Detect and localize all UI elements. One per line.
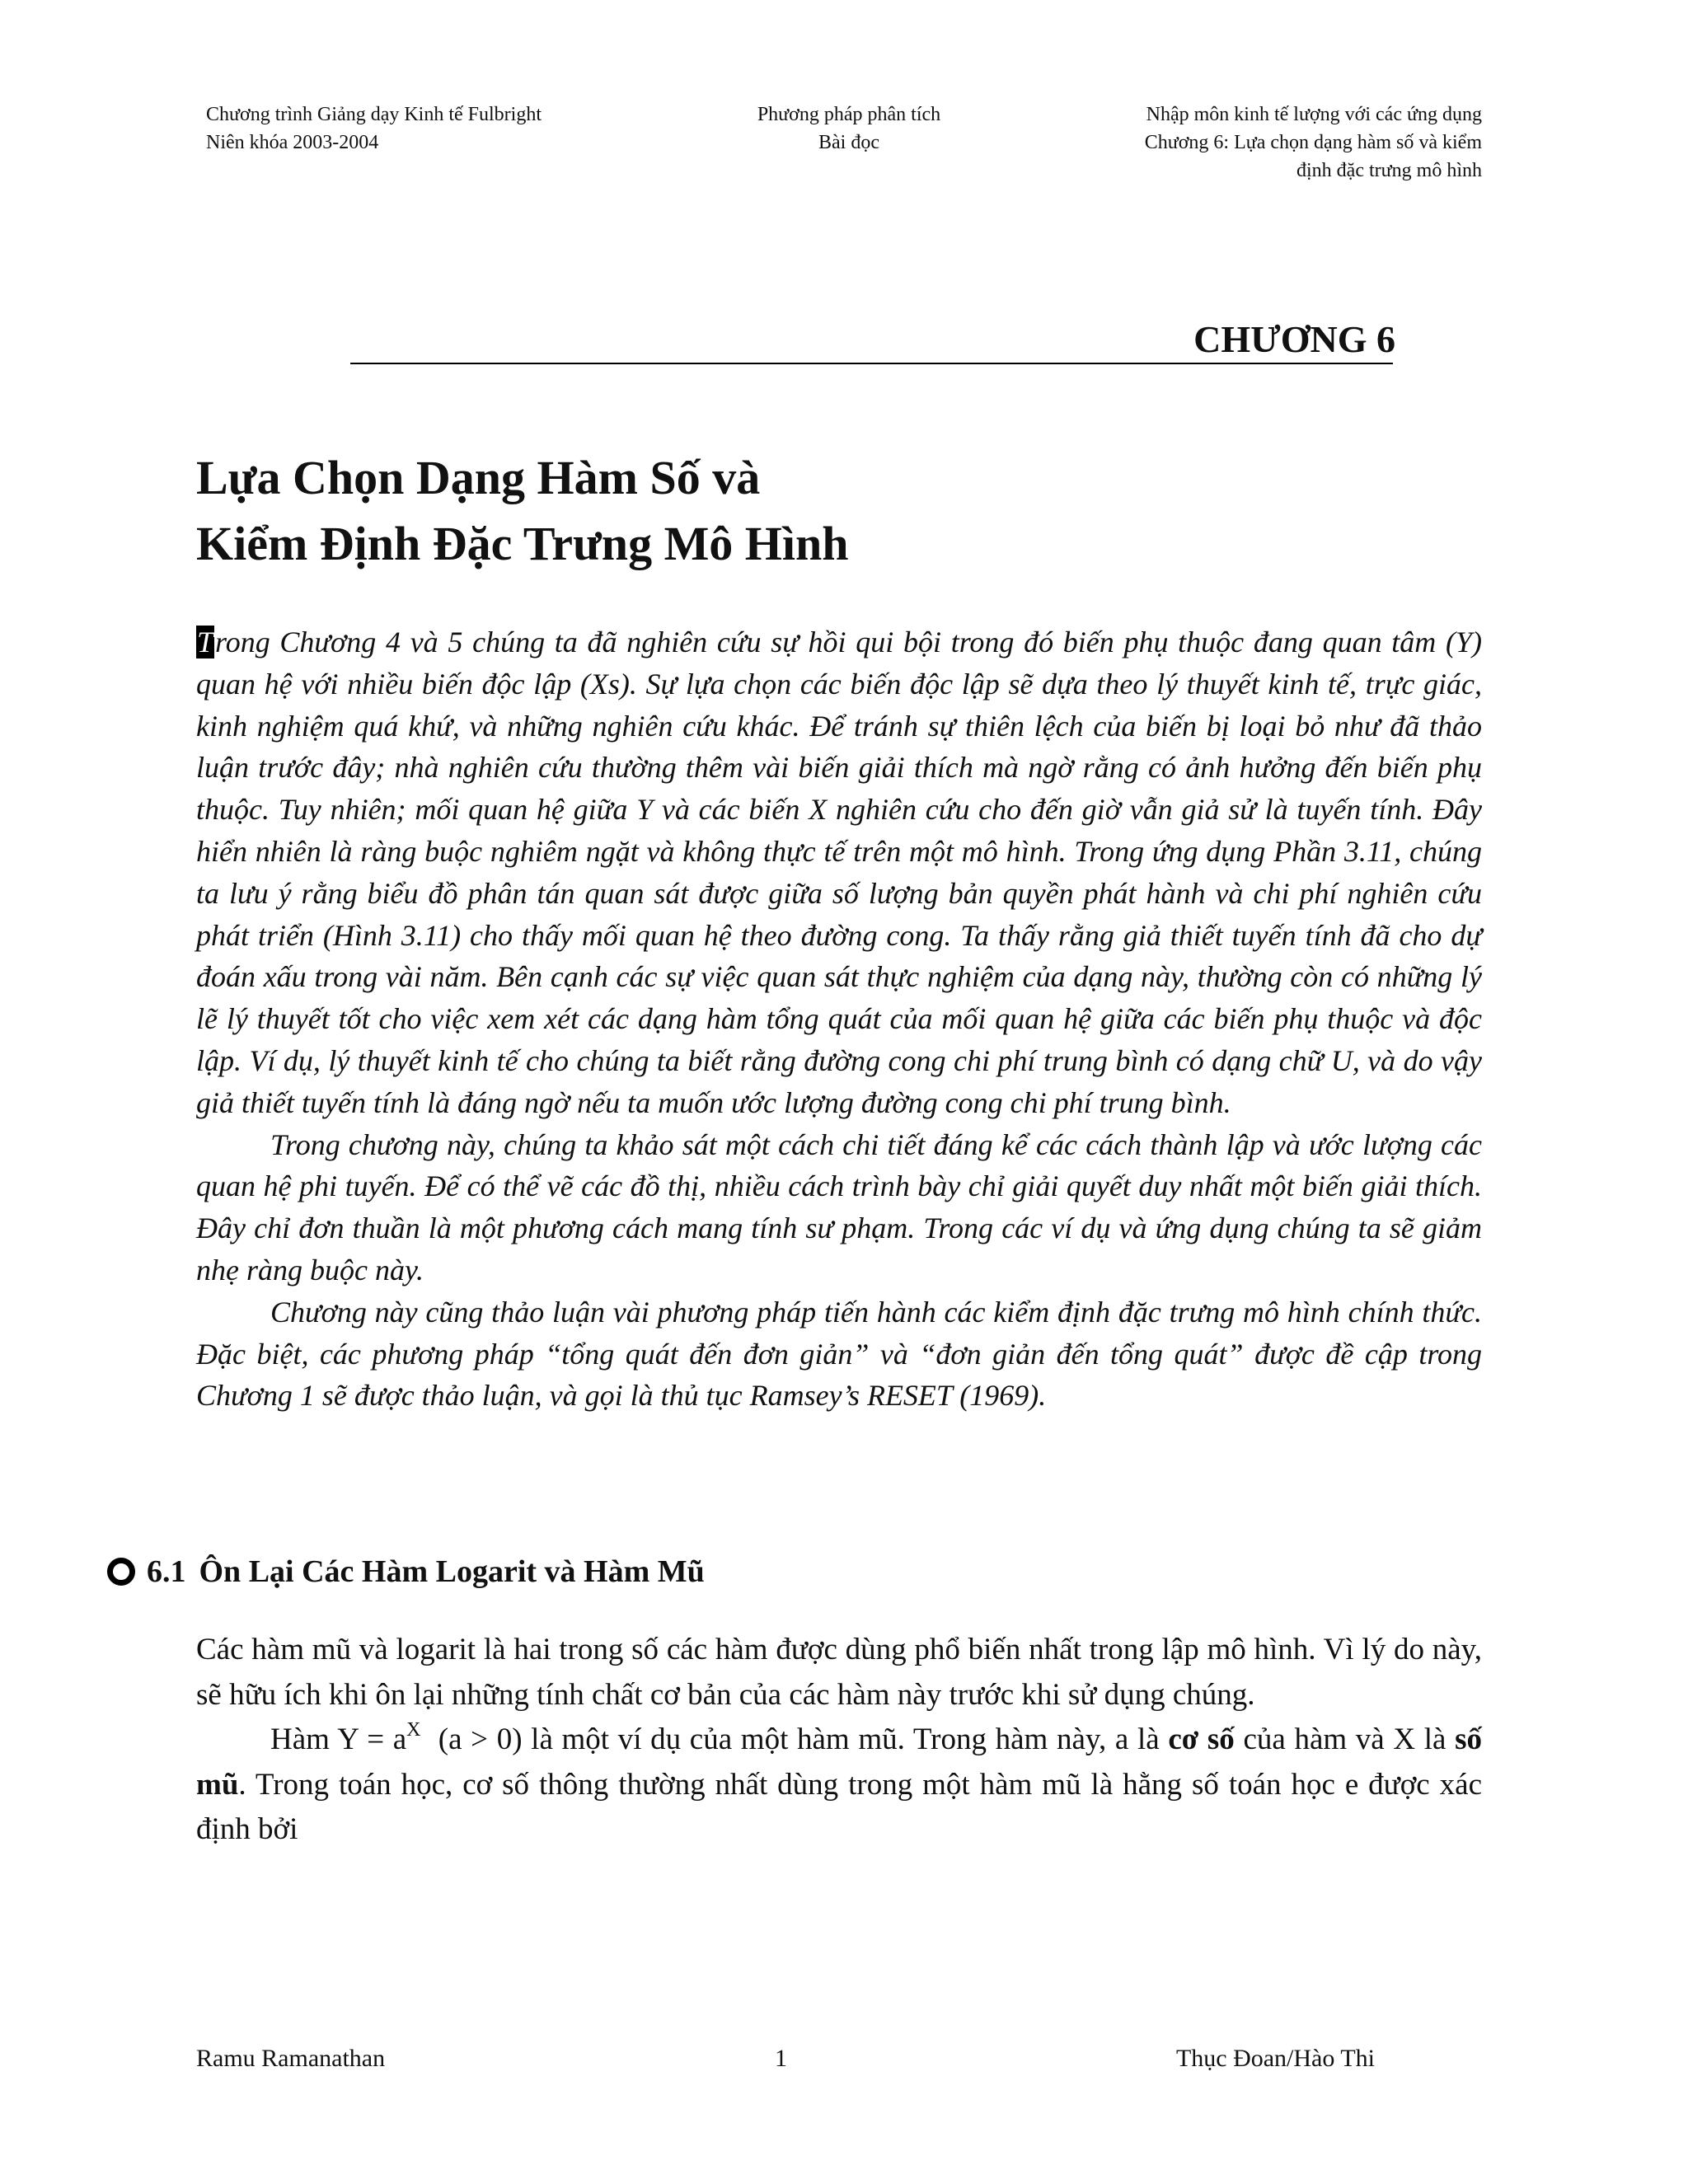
header-program-name: Chương trình Giảng dạy Kinh tế Fulbright <box>206 104 542 125</box>
section-body <box>196 1628 1482 1853</box>
section-heading <box>107 1549 705 1594</box>
body-p2-text-c: của hàm và X là <box>1234 1722 1456 1756</box>
header-center <box>676 101 1022 157</box>
header-book-title: Nhập môn kinh tế lượng với các ứng dụng <box>1146 104 1482 125</box>
section-number: 6.1 <box>147 1554 186 1589</box>
drop-cap: T <box>197 626 214 658</box>
header-chapter-line2: định đặc trưng mô hình <box>1296 160 1482 181</box>
body-paragraph-1: Các hàm mũ và logarit là hai trong số các hàm được dùng phổ biến nhất trong lập mô hình. Vì lý do này, sẽ hữu ích khi ôn lại những tính chất cơ bản của các hàm này trước khi sử dụng chúng. <box>196 1633 1482 1712</box>
body-paragraph-2 <box>196 1718 1482 1853</box>
chapter-title <box>196 445 849 577</box>
intro-paragraph-1 <box>196 621 1482 1124</box>
header-left <box>206 101 542 157</box>
chapter-title-line1: Lựa Chọn Dạng Hàm Số và <box>196 451 761 504</box>
chapter-divider <box>350 363 1393 364</box>
header-course-name: Phương pháp phân tích <box>757 104 941 125</box>
bullet-circle-icon <box>107 1558 135 1586</box>
footer-author: Ramu Ramanathan <box>196 2045 386 2072</box>
header-chapter-line1: Chương 6: Lựa chọn dạng hàm số và kiểm <box>1144 132 1482 153</box>
intro-text <box>196 621 1482 1417</box>
header-right <box>1145 101 1482 185</box>
intro-paragraph-1-text: rong Chương 4 và 5 chúng ta đã nghiên cứu sự hồi qui bội trong đó biến phụ thuộc đang quan tâm (Y) quan hệ với nhiều biến độc lập (Xs). Sự lựa chọn các biến độc lập sẽ dựa theo lý thuyết kinh tế, trực giác, kinh nghiệm quá khứ, và những nghiên cứu khác. Để tránh sự thiên lệch của biến bị loại bỏ như đã thảo luận trước đây; nhà nghiên cứu thường thêm vài biến giải thích mà ngờ rằng có ảnh hưởng đến biến phụ thuộc. Tuy nhiên; mối quan hệ giữa Y và các biến X nghiên cứu cho đến giờ vẫn giả sử là tuyến tính. Đây hiển nhiên là ràng buộc nghiêm ngặt và không thực tế trên một mô hình. Trong ứng dụng Phần 3.11, chúng ta lưu ý rằng biểu đồ phân tán quan sát được giữa số lượng bản quyền phát hành và chi phí nghiên cứu phát triển (Hình 3.11) cho thấy mối quan hệ theo đường cong. Ta thấy rằng giả thiết tuyến tính đã cho dự đoán xấu trong vài năm. Bên cạnh các sự việc quan sát thực nghiệm của dạng này, thường còn có những lý lẽ lý thuyết tốt cho việc xem xét các dạng hàm tổng quát của mối quan hệ giữa các biến phụ thuộc và độc lập. Ví dụ, lý thuyết kinh tế cho chúng ta biết rằng đường cong chi phí trung bình có dạng chữ U, và do vậy giả thiết tuyến tính là đáng ngờ nếu ta muốn ước lượng đường cong chi phí trung bình. <box>196 626 1482 1119</box>
chapter-title-line2: Kiểm Định Đặc Trưng Mô Hình <box>196 517 849 570</box>
footer-page-number: 1 <box>775 2045 787 2072</box>
footer-translators: Thục Đoan/Hào Thi <box>1175 2045 1375 2072</box>
chapter-label: CHƯƠNG 6 <box>1193 318 1395 360</box>
body-p2-text-d: . Trong toán học, cơ số thông thường nhất dùng trong một hàm mũ là hằng số toán học e được xác định bởi <box>196 1767 1482 1846</box>
term-base: cơ số <box>1168 1722 1235 1756</box>
intro-paragraph-3: Chương này cũng thảo luận vài phương pháp tiến hành các kiểm định đặc trưng mô hình chính thức. Đặc biệt, các phương pháp “tổng quát đến đơn giản” và “đơn giản đến tổng quát” được đề cập trong Chương 1 sẽ được thảo luận, và gọi là thủ tục Ramsey’s RESET (1969). <box>196 1295 1482 1413</box>
body-p2-text-b: (a > 0) là một ví dụ của một hàm mũ. Trong hàm này, a là <box>420 1722 1169 1756</box>
header-reading-label: Bài đọc <box>818 132 879 153</box>
section-title: Ôn Lại Các Hàm Logarit và Hàm Mũ <box>199 1554 705 1589</box>
header-academic-year: Niên khóa 2003-2004 <box>206 132 379 153</box>
term-exponent: số mũ <box>196 1722 1482 1802</box>
body-p2-text-a: Hàm Y = a <box>270 1722 407 1756</box>
intro-paragraph-2: Trong chương này, chúng ta khảo sát một cách chi tiết đáng kể các cách thành lập và ước lượng các quan hệ phi tuyến. Để có thể vẽ các đồ thị, nhiều cách trình bày chỉ giải quyết duy nhất một biến giải thích. Đây chỉ đơn thuần là một phương cách mang tính sư phạm. Trong các ví dụ và ứng dụng chúng ta sẽ giảm nhẹ ràng buộc này. <box>196 1127 1482 1286</box>
exponent-x: X <box>406 1719 421 1741</box>
